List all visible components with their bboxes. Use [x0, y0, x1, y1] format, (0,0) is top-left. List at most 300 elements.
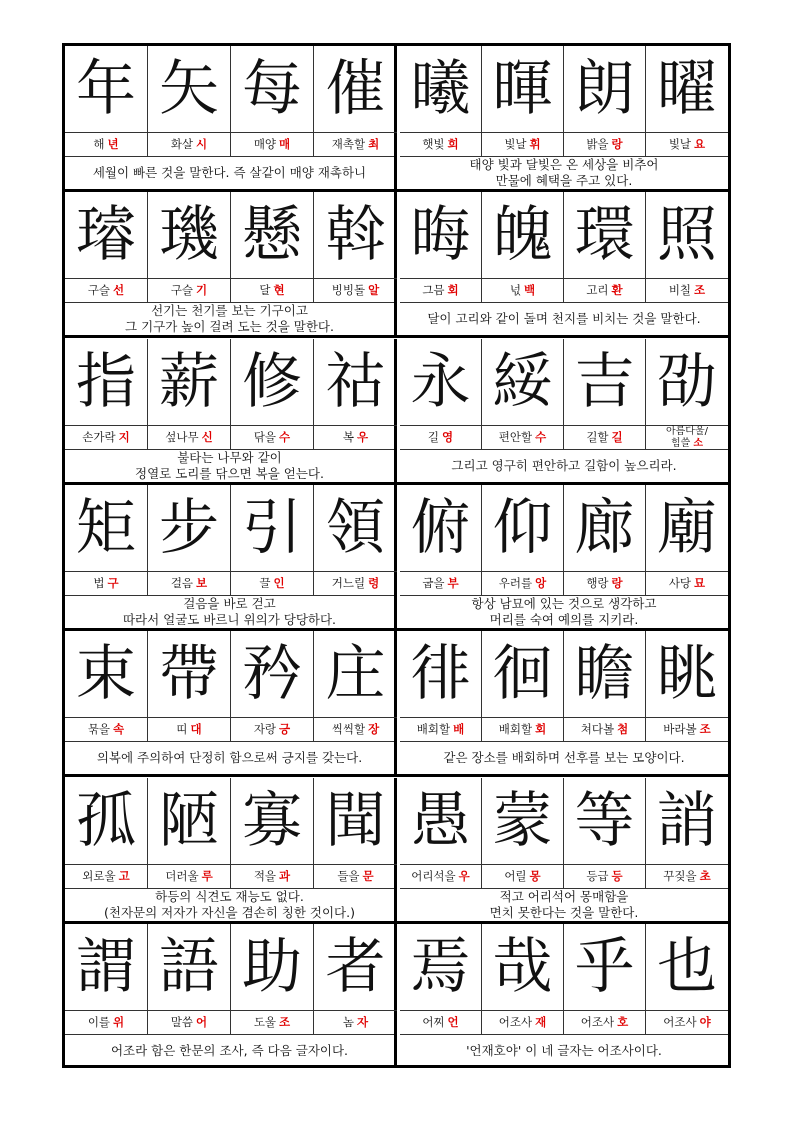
- char-cell: [646, 192, 728, 302]
- verse-half-right: [400, 924, 728, 1067]
- sound-reading: 긍: [279, 722, 291, 737]
- meaning-text: [472, 596, 657, 628]
- sound-reading: 장: [368, 722, 380, 737]
- gloss-label: [314, 717, 397, 741]
- meaning-text: [466, 1043, 662, 1059]
- gloss-label: [314, 425, 397, 449]
- gloss-label: [231, 278, 313, 302]
- char-cell: [65, 631, 148, 741]
- sound-reading: 몽: [529, 868, 541, 883]
- gloss-label: [148, 864, 230, 888]
- meaning-line: 선기는 천기를 보는 기구이고: [151, 303, 308, 319]
- meaning-text: [93, 165, 366, 181]
- sound-reading: 수: [535, 429, 547, 444]
- gloss-label: [65, 864, 147, 888]
- sound-reading: 희: [447, 137, 459, 151]
- hanja-char: 矢: [148, 46, 230, 133]
- hanja-char: 引: [231, 485, 313, 572]
- verse-meaning: [400, 1034, 728, 1067]
- meaning-line: 따라서 얼굴도 바르니 위의가 당당하다.: [122, 611, 337, 627]
- gloss-label: [231, 571, 313, 595]
- char-cell: [564, 339, 646, 449]
- gloss-label: [148, 278, 230, 302]
- meaning-line: (천자문의 저자가 자신을 겸손히 칭한 것이다.): [104, 904, 355, 920]
- verse-half-right: [400, 192, 728, 335]
- gloss-label: [482, 864, 563, 888]
- gloss-text: 햇빛: [422, 137, 445, 151]
- hanja-char: 魄: [482, 192, 563, 279]
- hanja-char: 綏: [482, 339, 563, 426]
- hanja-char: 照: [646, 192, 728, 279]
- char-cell: [65, 778, 148, 888]
- gloss-text: 법: [93, 575, 105, 590]
- gloss-label: [646, 1010, 728, 1034]
- verse-half-right: [400, 485, 728, 628]
- char-cell: [646, 339, 728, 449]
- gloss-text: 구슬: [170, 283, 194, 298]
- gloss-label: [400, 425, 481, 449]
- hanja-char: 俯: [400, 485, 481, 572]
- verse-half-left: [65, 924, 397, 1067]
- hanja-char: 薪: [148, 339, 230, 426]
- gloss-text: 매양: [253, 137, 277, 151]
- gloss-text: 행랑: [586, 575, 609, 590]
- meaning-line: 태양 빛과 달빛은 온 세상을 비추어: [469, 157, 659, 172]
- sound-reading: 휘: [529, 137, 541, 151]
- gloss-text: 사당: [668, 575, 692, 590]
- gloss-label: [65, 132, 147, 156]
- char-cell: [646, 778, 728, 888]
- gloss-text: 우러를: [498, 575, 533, 590]
- gloss-text: 굽을: [422, 575, 445, 590]
- meaning-text: [427, 311, 700, 327]
- meaning-text: [470, 157, 659, 189]
- meaning-line: 의복에 주의하여 단정히 함으로써 긍지를 갖는다.: [96, 750, 363, 766]
- gloss-label: [148, 717, 230, 741]
- sound-reading: 요: [694, 137, 706, 151]
- hanja-char: 吉: [564, 339, 645, 426]
- verse-meaning: [400, 595, 728, 628]
- verse-half-left: [65, 46, 397, 189]
- hanja-char: 領: [314, 485, 397, 572]
- gloss-label: [482, 425, 563, 449]
- sound-reading: 인: [273, 575, 285, 590]
- hanja-char: 璿: [65, 192, 147, 279]
- gloss-label: [482, 1010, 563, 1034]
- gloss-text: 이를: [87, 1014, 111, 1029]
- hanja-char: 朗: [564, 46, 645, 133]
- gloss-label: [482, 278, 563, 302]
- meaning-line: 불타는 나무와 같이: [177, 449, 282, 465]
- sound-reading: 어: [196, 1014, 208, 1029]
- char-cell: [564, 778, 646, 888]
- hanja-char: 徘: [400, 631, 481, 718]
- sound-reading: 대: [190, 722, 202, 737]
- sound-reading: 소: [693, 437, 703, 449]
- sound-reading: 백: [524, 283, 536, 298]
- char-cell: [314, 339, 397, 449]
- sound-reading: 랑: [611, 575, 623, 590]
- hanja-char: 矜: [231, 631, 313, 718]
- sound-reading: 문: [362, 868, 374, 883]
- meaning-text: [135, 450, 324, 482]
- sound-reading: 매: [279, 137, 291, 151]
- char-cell: [400, 631, 482, 741]
- verse-meaning: [65, 449, 394, 482]
- meaning-text: [97, 750, 362, 766]
- gloss-text: 외로울: [82, 868, 116, 883]
- verse-block: [65, 192, 728, 335]
- sound-reading: 부: [447, 575, 459, 590]
- verse-block: [65, 631, 728, 774]
- meaning-line: 머리를 숙여 예의를 지키라.: [489, 611, 639, 627]
- char-cell: [314, 192, 397, 302]
- char-cell: [314, 46, 397, 156]
- verse-meaning: [65, 302, 394, 335]
- hanja-char: 寡: [231, 778, 313, 865]
- hanja-char: 曦: [400, 46, 481, 133]
- meaning-line: 달이 고리와 같이 돌며 천지를 비치는 것을 말한다.: [427, 311, 701, 327]
- gloss-label: [482, 132, 563, 156]
- gloss-label: [564, 571, 645, 595]
- char-cell: [65, 485, 148, 595]
- char-cell: [231, 46, 314, 156]
- gloss-label: [65, 425, 147, 449]
- gloss-label: [65, 571, 147, 595]
- gloss-text: 자랑: [253, 722, 277, 737]
- char-cell: [65, 192, 148, 302]
- gloss-text: 등급: [586, 868, 609, 883]
- gloss-label: [564, 132, 645, 156]
- hanja-char: 庄: [314, 631, 397, 718]
- hanja-char: 年: [65, 46, 147, 133]
- gloss-text: 섶나무: [165, 429, 199, 444]
- gloss-text: 고리: [586, 283, 609, 298]
- gloss-text: 적을: [253, 868, 277, 883]
- hanja-char: 等: [564, 778, 645, 865]
- char-cell: [482, 485, 564, 595]
- sound-reading: 길: [611, 429, 623, 444]
- char-cell: [148, 339, 231, 449]
- gloss-label: [564, 717, 645, 741]
- sound-reading: 자: [357, 1014, 369, 1029]
- sound-reading: 년: [107, 137, 119, 151]
- sound-reading: 앙: [535, 575, 547, 590]
- gloss-label: [564, 864, 645, 888]
- verse-meaning: [65, 888, 394, 921]
- char-cell: [148, 924, 231, 1034]
- gloss-text: 길: [427, 429, 439, 444]
- hanja-char: 焉: [400, 924, 481, 1011]
- char-cell: [65, 46, 148, 156]
- sound-reading: 과: [279, 868, 291, 883]
- gloss-text: 묶을: [87, 722, 111, 737]
- gloss-label: [564, 425, 645, 449]
- meaning-text: [123, 596, 336, 628]
- meaning-line: 어조라 함은 한문의 조사, 즉 다음 글자이다.: [110, 1042, 349, 1058]
- sound-reading: 조: [279, 1014, 291, 1029]
- verse-meaning: [65, 156, 394, 189]
- hanja-char: 仰: [482, 485, 563, 572]
- gloss-text: 도울: [253, 1014, 277, 1029]
- meaning-line: 세월이 빠른 것을 말한다. 즉 살같이 매양 재촉하니: [92, 165, 367, 180]
- gloss-label: [646, 864, 728, 888]
- hanja-char: 語: [148, 924, 230, 1011]
- hanja-char: 者: [314, 924, 397, 1011]
- gloss-text: 손가락: [82, 429, 116, 444]
- hanja-char: 聞: [314, 778, 397, 865]
- meaning-text: [451, 458, 676, 474]
- char-cell: [231, 192, 314, 302]
- gloss-label: [231, 425, 313, 449]
- gloss-text: 아름다울/: [665, 425, 708, 437]
- char-cell: [646, 46, 728, 156]
- verse-half-left: [65, 631, 397, 774]
- hanja-sheet: [62, 43, 731, 1068]
- gloss-text: 달: [259, 283, 271, 298]
- char-cell: [65, 339, 148, 449]
- gloss-text: 씩씩할: [331, 722, 366, 737]
- sound-reading: 초: [699, 868, 711, 883]
- hanja-char: 斡: [314, 192, 397, 279]
- gloss-label: [314, 1010, 397, 1034]
- sound-reading: 현: [273, 283, 285, 298]
- gloss-label: [231, 132, 313, 156]
- gloss-text: 어찌: [422, 1014, 445, 1029]
- gloss-label: [231, 717, 313, 741]
- sound-reading: 야: [699, 1014, 711, 1029]
- gloss-text: 놈: [342, 1014, 354, 1029]
- hanja-char: 祜: [314, 339, 397, 426]
- gloss-text: 빙빙돌: [331, 283, 366, 298]
- meaning-line: 항상 남묘에 있는 것으로 생각하고: [471, 595, 657, 611]
- sound-reading: 신: [201, 429, 213, 444]
- verse-half-right: [400, 339, 728, 482]
- gloss-text: 말씀: [170, 1014, 194, 1029]
- char-cell: [148, 778, 231, 888]
- gloss-text: 꾸짖을: [663, 868, 697, 883]
- verse-half-right: [400, 46, 728, 189]
- gloss-text: 넋: [509, 283, 521, 298]
- gloss-text: 배회할: [498, 722, 533, 737]
- meaning-line: 걸음을 바로 걷고: [183, 595, 276, 611]
- sound-reading: 속: [113, 722, 125, 737]
- gloss-text: 구슬: [87, 283, 111, 298]
- meaning-text: [490, 889, 639, 921]
- sound-reading: 우: [357, 429, 369, 444]
- gloss-text: 재촉할: [331, 137, 366, 151]
- gloss-label: [148, 132, 230, 156]
- gloss-text: 어조사: [580, 1014, 615, 1029]
- verse-half-right: [400, 631, 728, 774]
- char-cell: [400, 778, 482, 888]
- meaning-text: [111, 1043, 348, 1059]
- meaning-line: 그 기구가 높이 걸려 도는 것을 말한다.: [125, 319, 334, 335]
- gloss-label: [148, 425, 230, 449]
- verse-half-left: [65, 485, 397, 628]
- char-cell: [148, 485, 231, 595]
- hanja-char: 帶: [148, 631, 230, 718]
- hanja-char: 也: [646, 924, 728, 1011]
- sound-reading: 회: [535, 722, 547, 737]
- gloss-label: [314, 132, 397, 156]
- meaning-line: 그리고 영구히 편안하고 길함이 높으리라.: [451, 457, 677, 473]
- gloss-text: 밝을: [586, 137, 609, 151]
- gloss-label: [65, 1010, 147, 1034]
- char-cell: [482, 339, 564, 449]
- hanja-char: 每: [231, 46, 313, 133]
- meaning-text: [443, 750, 684, 766]
- verse-half-left: [65, 339, 397, 482]
- sound-reading: 등: [611, 868, 623, 883]
- gloss-text: 어조사: [498, 1014, 533, 1029]
- sound-reading: 묘: [694, 575, 706, 590]
- gloss-text: 들을: [337, 868, 360, 883]
- sound-reading: 환: [611, 283, 623, 298]
- char-cell: [148, 631, 231, 741]
- hanja-char: 瞻: [564, 631, 645, 718]
- hanja-char: 劭: [646, 339, 728, 426]
- sound-reading: 보: [196, 575, 208, 590]
- gloss-text: 힘쓸: [671, 437, 691, 449]
- sound-reading: 재: [535, 1014, 547, 1029]
- sound-reading: 기: [196, 283, 208, 298]
- char-cell: [231, 924, 314, 1034]
- hanja-char: 誚: [646, 778, 728, 865]
- gloss-label: [65, 717, 147, 741]
- char-cell: [564, 485, 646, 595]
- gloss-text: 길할: [586, 429, 609, 444]
- sound-reading: 령: [368, 575, 380, 590]
- char-cell: [148, 192, 231, 302]
- verse-block: [65, 339, 728, 482]
- hanja-char: 陋: [148, 778, 230, 865]
- sound-reading: 조: [699, 722, 711, 737]
- gloss-text: 쳐다볼: [580, 722, 615, 737]
- gloss-label: [400, 278, 481, 302]
- gloss-label: [148, 1010, 230, 1034]
- char-cell: [314, 778, 397, 888]
- verse-meaning: [400, 302, 728, 335]
- meaning-line: 면치 못한다는 것을 말한다.: [489, 904, 639, 920]
- gloss-text: 어리석을: [411, 868, 456, 883]
- gloss-text: 그믐: [422, 283, 445, 298]
- hanja-char: 璣: [148, 192, 230, 279]
- gloss-text: 화살: [170, 137, 194, 151]
- verse-meaning: [400, 888, 728, 921]
- char-cell: [564, 46, 646, 156]
- verse-block: [65, 924, 728, 1067]
- sound-reading: 위: [113, 1014, 125, 1029]
- gloss-label: [231, 1010, 313, 1034]
- gloss-label: [314, 571, 397, 595]
- gloss-label: [314, 864, 397, 888]
- char-cell: [482, 778, 564, 888]
- hanja-char: 孤: [65, 778, 147, 865]
- sound-reading: 랑: [611, 137, 623, 151]
- char-cell: [400, 485, 482, 595]
- verse-half-left: [65, 778, 397, 921]
- gloss-text: 띠: [176, 722, 188, 737]
- char-cell: [231, 778, 314, 888]
- hanja-char: 哉: [482, 924, 563, 1011]
- gloss-label: [564, 1010, 645, 1034]
- char-cell: [314, 924, 397, 1034]
- char-cell: [400, 924, 482, 1034]
- sound-reading: 알: [368, 283, 380, 298]
- sound-reading: 우: [458, 868, 470, 883]
- meaning-line: '언재호야' 이 네 글자는 어조사이다.: [466, 1042, 662, 1058]
- sound-reading: 시: [196, 137, 208, 151]
- hanja-char: 催: [314, 46, 397, 133]
- sound-reading: 첨: [617, 722, 629, 737]
- char-cell: [231, 631, 314, 741]
- char-cell: [231, 485, 314, 595]
- meaning-line: 만물에 혜택을 주고 있다.: [495, 173, 633, 188]
- gloss-text: 비칠: [668, 283, 692, 298]
- gloss-text: 빛날: [668, 137, 692, 151]
- hanja-char: 指: [65, 339, 147, 426]
- gloss-label: [482, 571, 563, 595]
- verse-meaning: [65, 741, 394, 774]
- gloss-label: [400, 132, 481, 156]
- gloss-label: [646, 278, 728, 302]
- gloss-label: [65, 278, 147, 302]
- verse-meaning: [400, 449, 728, 482]
- gloss-label: [400, 571, 481, 595]
- char-cell: [646, 924, 728, 1034]
- meaning-text: [125, 303, 334, 335]
- gloss-text: 더러울: [165, 868, 199, 883]
- gloss-text: 복: [342, 429, 354, 444]
- hanja-char: 環: [564, 192, 645, 279]
- gloss-text: 거느릴: [331, 575, 366, 590]
- char-cell: [231, 339, 314, 449]
- char-cell: [65, 924, 148, 1034]
- hanja-char: 修: [231, 339, 313, 426]
- verse-meaning: [400, 156, 728, 189]
- char-cell: [646, 631, 728, 741]
- meaning-text: [104, 889, 355, 921]
- hanja-char: 永: [400, 339, 481, 426]
- char-cell: [400, 192, 482, 302]
- gloss-text: 해: [93, 137, 105, 151]
- sound-reading: 회: [447, 283, 459, 298]
- verse-meaning: [400, 741, 728, 774]
- verse-half-right: [400, 778, 728, 921]
- gloss-text: 걸음: [170, 575, 194, 590]
- hanja-char: 蒙: [482, 778, 563, 865]
- char-cell: [400, 46, 482, 156]
- gloss-label: [400, 864, 481, 888]
- sound-reading: 지: [118, 429, 130, 444]
- gloss-text: 빛날: [504, 137, 527, 151]
- verse-block: [65, 485, 728, 628]
- gloss-label: [646, 132, 728, 156]
- sound-reading: 영: [442, 429, 454, 444]
- char-cell: [482, 631, 564, 741]
- sound-reading: 배: [453, 722, 465, 737]
- verse-block: [65, 778, 728, 921]
- hanja-char: 謂: [65, 924, 147, 1011]
- sound-reading: 수: [279, 429, 291, 444]
- meaning-line: 적고 어리석어 몽매함을: [499, 888, 629, 904]
- char-cell: [314, 631, 397, 741]
- char-cell: [314, 485, 397, 595]
- char-cell: [646, 485, 728, 595]
- sound-reading: 선: [113, 283, 125, 298]
- sound-reading: 조: [694, 283, 706, 298]
